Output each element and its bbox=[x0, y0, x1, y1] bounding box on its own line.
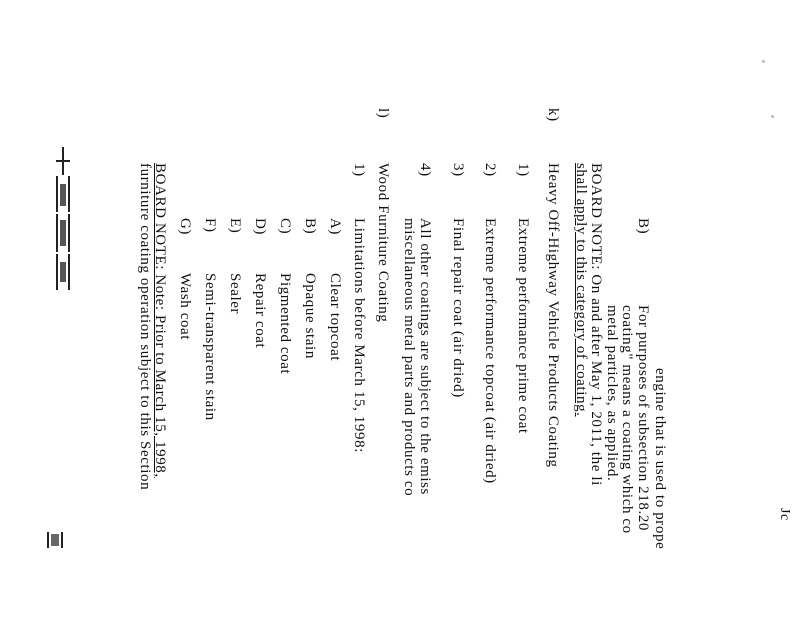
item-b-line-2: coating" means a coating which co bbox=[619, 305, 635, 534]
section-l-label: l) bbox=[375, 108, 391, 119]
l-item-1-text: Limitations before March 15, 1998: bbox=[351, 218, 367, 453]
l-sub-g-label: G) bbox=[177, 218, 193, 236]
k-item-4-label: 4) bbox=[417, 163, 433, 177]
l-sub-d-text: Repair coat bbox=[252, 273, 268, 349]
l-sub-a-text: Clear topcoat bbox=[327, 273, 343, 362]
board-note-1-line-2: shall apply to this category of coating. bbox=[573, 163, 589, 417]
k-item-2-text: Extreme performance topcoat (air dried) bbox=[482, 218, 498, 484]
l-sub-g-text: Wash coat bbox=[177, 273, 193, 341]
k-item-4-line-2: miscellaneous metal parts and products co bbox=[401, 218, 417, 497]
board-note-2-line-2: furniture coating operation subject to this Section bbox=[137, 163, 153, 491]
header-fragment: Jc bbox=[777, 508, 792, 521]
k-item-3-label: 3) bbox=[450, 163, 466, 177]
scan-speck bbox=[762, 60, 765, 63]
item-b-line-1: For purposes of subsection 218.20 bbox=[635, 305, 651, 532]
k-item-1-text: Extreme performance prime coat bbox=[515, 218, 531, 434]
l-sub-a-label: A) bbox=[327, 218, 343, 236]
l-item-1-label: 1) bbox=[351, 163, 367, 177]
k-item-4-line-1: All other coatings are subject to the emiss bbox=[417, 218, 433, 495]
l-sub-b-label: B) bbox=[302, 218, 318, 235]
l-sub-f-label: F) bbox=[202, 218, 218, 233]
engine-line: engine that is used to prope bbox=[652, 368, 668, 550]
board-note-2-line-1: BOARD NOTE: Note: Prior to March 15, 1998, bbox=[152, 163, 168, 478]
l-sub-e-label: E) bbox=[227, 218, 243, 234]
l-sub-b-text: Opaque stain bbox=[302, 273, 318, 359]
k-item-2-label: 2) bbox=[482, 163, 498, 177]
item-b-line-3: metal particles, as applied. bbox=[604, 305, 620, 482]
section-k-label: k) bbox=[545, 108, 561, 122]
k-item-3-text: Final repair coat (air dried) bbox=[450, 218, 466, 398]
l-sub-f-text: Semi-transparent stain bbox=[202, 273, 218, 421]
board-note-1-line-1: BOARD NOTE: On and after May 1, 2011, the li bbox=[588, 163, 604, 486]
scan-speck bbox=[771, 115, 774, 118]
l-sub-c-label: C) bbox=[277, 218, 293, 235]
section-l-title: Wood Furniture Coating bbox=[375, 163, 391, 323]
l-sub-d-label: D) bbox=[252, 218, 268, 236]
l-sub-e-text: Sealer bbox=[227, 273, 243, 315]
l-sub-c-text: Pigmented coat bbox=[277, 273, 293, 375]
item-b-label: B) bbox=[635, 218, 651, 235]
section-k-title: Heavy Off-Highway Vehicle Products Coating bbox=[545, 163, 561, 468]
k-item-1-label: 1) bbox=[515, 163, 531, 177]
